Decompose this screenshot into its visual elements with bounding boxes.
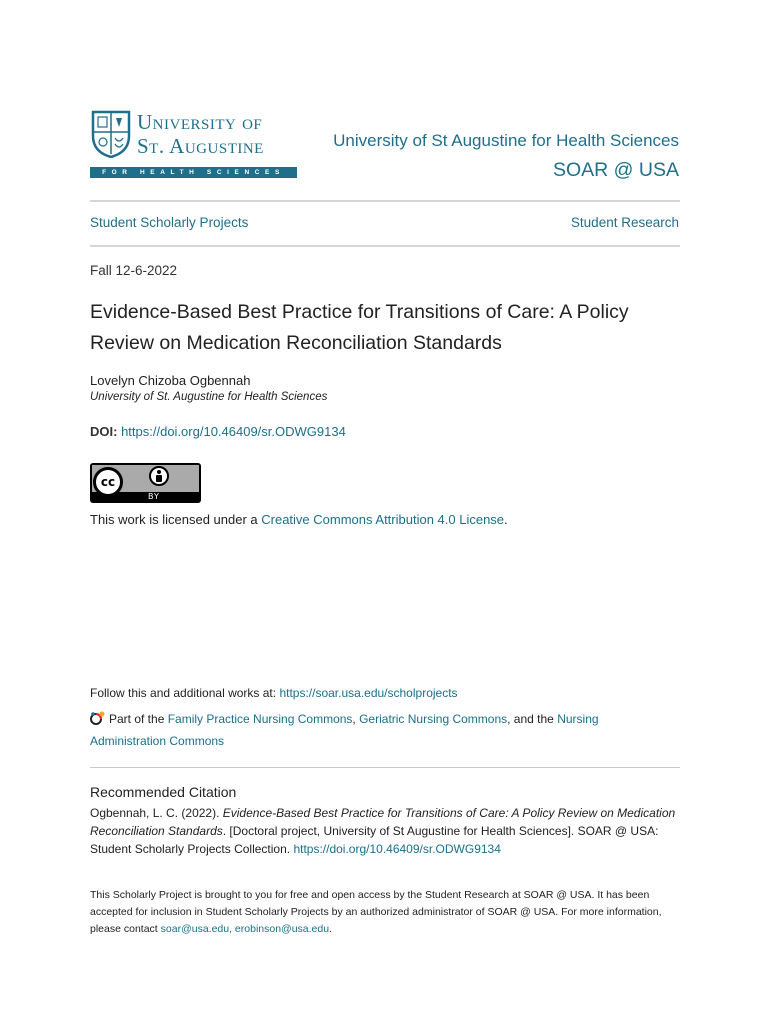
university-logo: [90, 110, 298, 180]
license-statement: This work is licensed under a Creative Commons Attribution 4.0 License.: [90, 512, 508, 527]
family-practice-nursing-commons-link[interactable]: Family Practice Nursing Commons: [167, 712, 353, 726]
doi-link[interactable]: https://doi.org/10.46409/sr.ODWG9134: [121, 424, 346, 439]
publication-date: Fall 12-6-2022: [90, 263, 178, 278]
document-title: Evidence-Based Best Practice for Transitions of Care: A Policy Review on Medication Reconciliation Standards: [90, 301, 629, 354]
repository-name[interactable]: SOAR @ USA: [553, 159, 679, 181]
breadcrumb-student-scholarly-projects[interactable]: Student Scholarly Projects: [90, 215, 249, 230]
cc-icon: cc: [93, 467, 123, 497]
citation-doi-link[interactable]: https://doi.org/10.46409/sr.ODWG9134: [293, 842, 501, 856]
cc-by-label: BY: [148, 492, 160, 501]
follow-link[interactable]: https://soar.usa.edu/scholprojects: [279, 686, 458, 700]
header-divider: [90, 200, 680, 202]
logo-tagline: FOR HEALTH SCIENCES: [90, 167, 297, 178]
recommended-citation: Ogbennah, L. C. (2022). Evidence-Based Best Practice for Transitions of Care: A Policy Review on Medication Reconciliation Standards. [Doctoral project, University of St Augustine for Health Sciences]. SOAR @ USA: Student Scholarly Projects Collection. https://doi.org/10.46409/sr.ODWG9134: [90, 806, 676, 856]
university-crest-icon: [91, 110, 131, 158]
recommended-citation-heading: Recommended Citation: [90, 784, 237, 800]
geriatric-nursing-commons-link[interactable]: Geriatric Nursing Commons: [359, 712, 508, 726]
nursing-administration-commons-link[interactable]: Nursing Administration Commons: [90, 712, 599, 748]
breadcrumb-student-research[interactable]: Student Research: [570, 215, 679, 230]
cc-by-badge-icon[interactable]: [90, 463, 201, 503]
logo-line-1: University of: [137, 110, 263, 134]
institution-name[interactable]: University of St Augustine for Health Sciences: [333, 131, 679, 150]
doi-label: DOI:: [90, 424, 118, 439]
part-of-commons: Part of the Family Practice Nursing Commons, Geriatric Nursing Commons, and the Nursing Administration Commons: [90, 712, 599, 748]
contact-email-link[interactable]: soar@usa.edu, erobinson@usa.edu: [160, 923, 330, 935]
author-affiliation: University of St. Augustine for Health Sciences: [90, 391, 328, 403]
breadcrumb-divider: [90, 245, 680, 247]
citation-title: Evidence-Based Best Practice for Transitions of Care: A Policy Review on Medication Reconciliation Standards: [90, 806, 676, 838]
logo-line-2: St. Augustine: [137, 134, 264, 158]
network-commons-icon: [90, 711, 106, 725]
author-name: Lovelyn Chizoba Ogbennah: [90, 373, 251, 388]
access-statement: This Scholarly Project is brought to you for free and open access by the Student Research at SOAR @ USA. It has been accepted for inclusion in Student Scholarly Projects by an authorized administrator of SOAR @ USA. For more information, please contact soar@usa.edu, erobinson@usa.edu.: [90, 889, 662, 935]
license-link[interactable]: Creative Commons Attribution 4.0 License: [261, 512, 505, 527]
doi-row: [90, 424, 346, 439]
follow-statement: Follow this and additional works at: https://soar.usa.edu/scholprojects: [90, 686, 458, 700]
citation-divider: [90, 767, 680, 768]
attribution-person-icon: [149, 466, 169, 486]
